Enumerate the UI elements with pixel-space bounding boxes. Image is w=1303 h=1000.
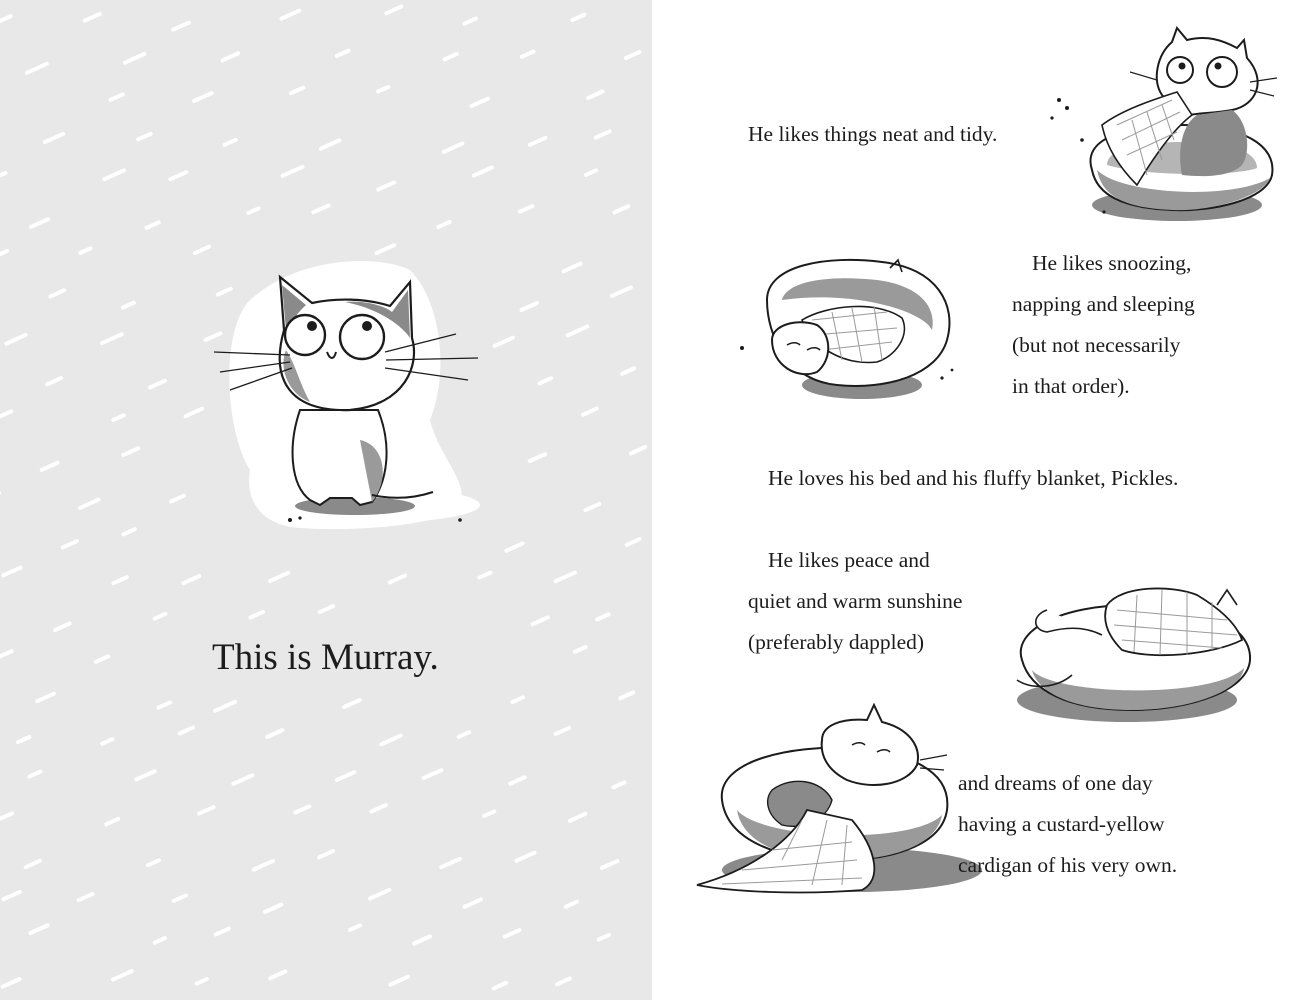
text-line: quiet and warm sunshine: [748, 589, 963, 613]
text-neat-tidy: He likes things neat and tidy.: [748, 122, 998, 146]
text-line: in that order).: [1012, 374, 1130, 398]
text-peace-quiet: [748, 540, 962, 663]
text-line: and dreams of one day: [958, 771, 1153, 795]
text-line: He likes snoozing,: [1032, 251, 1192, 275]
text-line: (but not necessarily: [1012, 333, 1181, 357]
text-line: (preferably dappled): [748, 630, 925, 654]
text-dreams: [958, 763, 1177, 886]
page-title: This is Murray.: [212, 637, 439, 678]
right-page: [652, 0, 1303, 1000]
text-bed-blanket: He loves his bed and his fluffy blanket, Pickles.: [768, 466, 1179, 490]
text-line: having a custard-yellow: [958, 812, 1165, 836]
text-line: napping and sleeping: [1012, 292, 1195, 316]
text-line: cardigan of his very own.: [958, 853, 1178, 877]
text-line: He likes peace and: [768, 548, 930, 572]
text-snoozing: [1012, 243, 1195, 407]
